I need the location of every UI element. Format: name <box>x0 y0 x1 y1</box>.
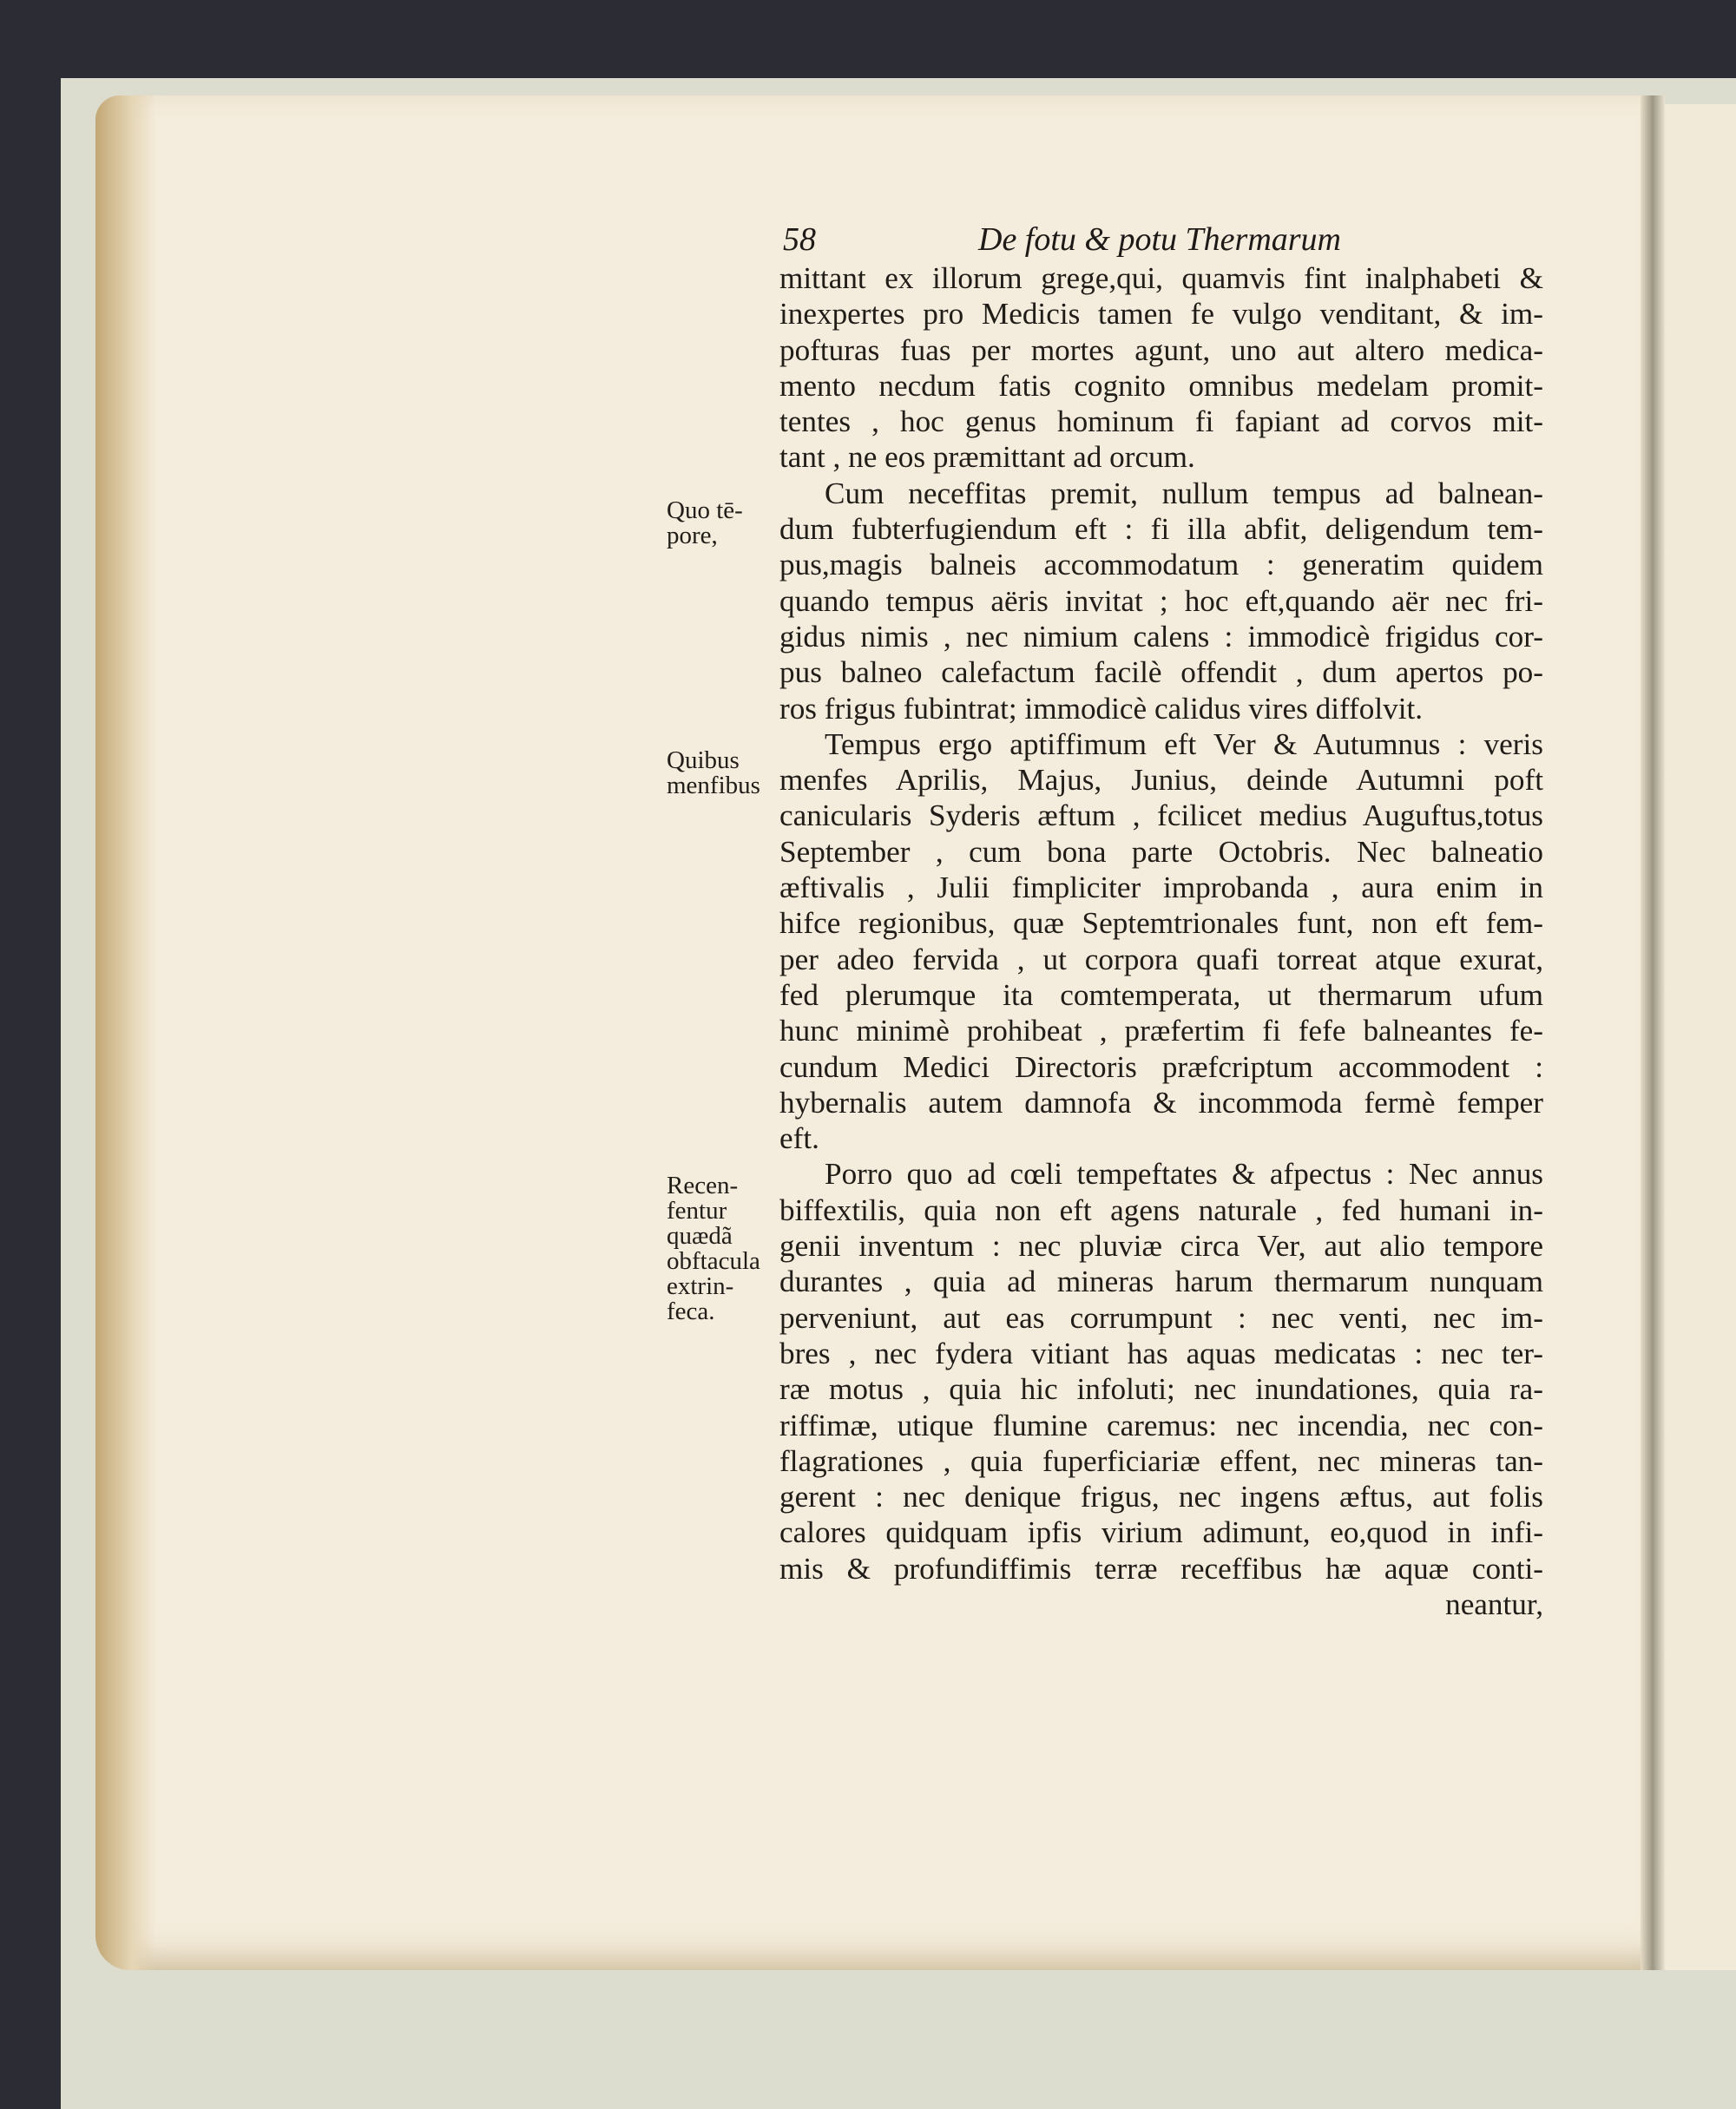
margin-note-line: obftacula <box>667 1247 760 1275</box>
text-line: dum fubterfugiendum eft : fi illa abfit, deligendum tem- <box>779 512 1543 547</box>
text-line: gidus nimis , nec nimium calens : immodicè frigidus cor- <box>779 619 1543 654</box>
text-line: mis & profundiffimis terræ receffibus hæ aquæ conti- <box>779 1551 1543 1586</box>
text-line: ræ motus , quia hic infoluti; nec inundationes, quia ra- <box>779 1372 1543 1407</box>
margin-note-line: pore, <box>667 522 718 549</box>
text-line: cundum Medici Directoris præfcriptum accommodent : <box>779 1049 1543 1084</box>
text-line: æftivalis , Julii fimpliciter improbanda , aura enim in <box>779 871 1543 905</box>
running-title: De fotu & potu Thermarum <box>978 221 1341 258</box>
text-line: flagrationes , quia fuperficiariæ effent, nec mineras tan- <box>779 1443 1543 1478</box>
margin-note-line: extrin- <box>667 1272 734 1300</box>
text-line: gerent : nec denique frigus, nec ingens æftus, aut folis <box>779 1480 1543 1514</box>
text-line: hybernalis autem damnofa & incommoda fermè femper <box>779 1085 1543 1120</box>
text-line: mittant ex illorum grege,qui, quamvis fint inalphabeti & <box>779 261 1543 295</box>
facing-page-edge <box>1665 104 1736 1970</box>
text-line: fed plerumque ita comtemperata, ut thermarum ufum <box>779 977 1543 1012</box>
text-line: Tempus ergo aptiffimum eft Ver & Autumnus : veris <box>825 726 1543 761</box>
text-line: biffextilis, quia non eft agens naturale , fed humani in- <box>779 1192 1543 1227</box>
text-line: riffimæ, utique flumine caremus: nec incendia, nec con- <box>779 1408 1543 1442</box>
margin-note-quo-tempore <box>667 498 779 549</box>
text-line: tentes , hoc genus hominum fi fapiant ad corvos mit- <box>779 404 1543 439</box>
running-header <box>783 220 1408 264</box>
margin-note-line: Quibus <box>667 746 740 774</box>
text-line: Cum neceffitas premit, nullum tempus ad balnean- <box>825 476 1543 510</box>
text-line: hifce regionibus, quæ Septemtrionales funt, non eft fem- <box>779 906 1543 941</box>
book-gutter <box>1641 95 1665 1970</box>
text-line: Porro quo ad cœli tempeftates & afpectus : Nec annus <box>825 1157 1543 1192</box>
text-line: perveniunt, aut eas corrumpunt : nec venti, nec im- <box>779 1300 1543 1335</box>
text-line: canicularis Syderis æftum , fcilicet medius Auguftus,totus <box>779 798 1543 833</box>
margin-note-line: Quo tē- <box>667 496 743 524</box>
catchword: neantur, <box>1445 1587 1543 1621</box>
margin-note-line: menfibus <box>667 772 760 799</box>
margin-note-recensentur <box>667 1173 779 1324</box>
text-line: inexpertes pro Medicis tamen fe vulgo venditant, & im- <box>779 297 1543 332</box>
text-line: calores quidquam ipfis virium adimunt, eo,quod in infi- <box>779 1515 1543 1550</box>
body-text <box>779 260 1543 1622</box>
text-line: pus,magis balneis accommodatum : generatim quidem <box>779 548 1543 582</box>
text-line: September , cum bona parte Octobris. Nec balneatio <box>779 834 1543 869</box>
margin-note-quibus-mensibus <box>667 748 779 798</box>
page-number: 58 <box>783 221 816 258</box>
text-line: pus balneo calefactum facilè offendit , dum apertos po- <box>779 655 1543 690</box>
text-line: quando tempus aëris invitat ; hoc eft,quando aër nec fri- <box>779 583 1543 618</box>
page-edge-shading <box>95 95 156 1970</box>
text-line: genii inventum : nec pluviæ circa Ver, aut alio tempore <box>779 1229 1543 1264</box>
text-line: durantes , quia ad mineras harum thermarum nunquam <box>779 1265 1543 1299</box>
text-line: eft. <box>779 1121 819 1156</box>
text-line: tant , ne eos præmittant ad orcum. <box>779 440 1195 475</box>
text-line: per adeo fervida , ut corpora quafi torreat atque exurat, <box>779 942 1543 976</box>
margin-note-line: quædã <box>667 1222 733 1250</box>
margin-note-line: fentur <box>667 1197 727 1225</box>
text-line: ros frigus fubintrat; immodicè calidus vires diffolvit. <box>779 691 1424 726</box>
text-line: mento necdum fatis cognito omnibus medelam promit- <box>779 368 1543 403</box>
text-line: menfes Aprilis, Majus, Junius, deinde Autumni poft <box>779 763 1543 798</box>
text-line: bres , nec fydera vitiant has aquas medicatas : nec ter- <box>779 1336 1543 1370</box>
text-line: pofturas fuas per mortes agunt, uno aut altero medica- <box>779 332 1543 367</box>
margin-note-line: feca. <box>667 1298 715 1325</box>
margin-note-line: Recen- <box>667 1172 739 1199</box>
text-line: hunc minimè prohibeat , præfertim fi fefe balneantes fe- <box>779 1014 1543 1048</box>
